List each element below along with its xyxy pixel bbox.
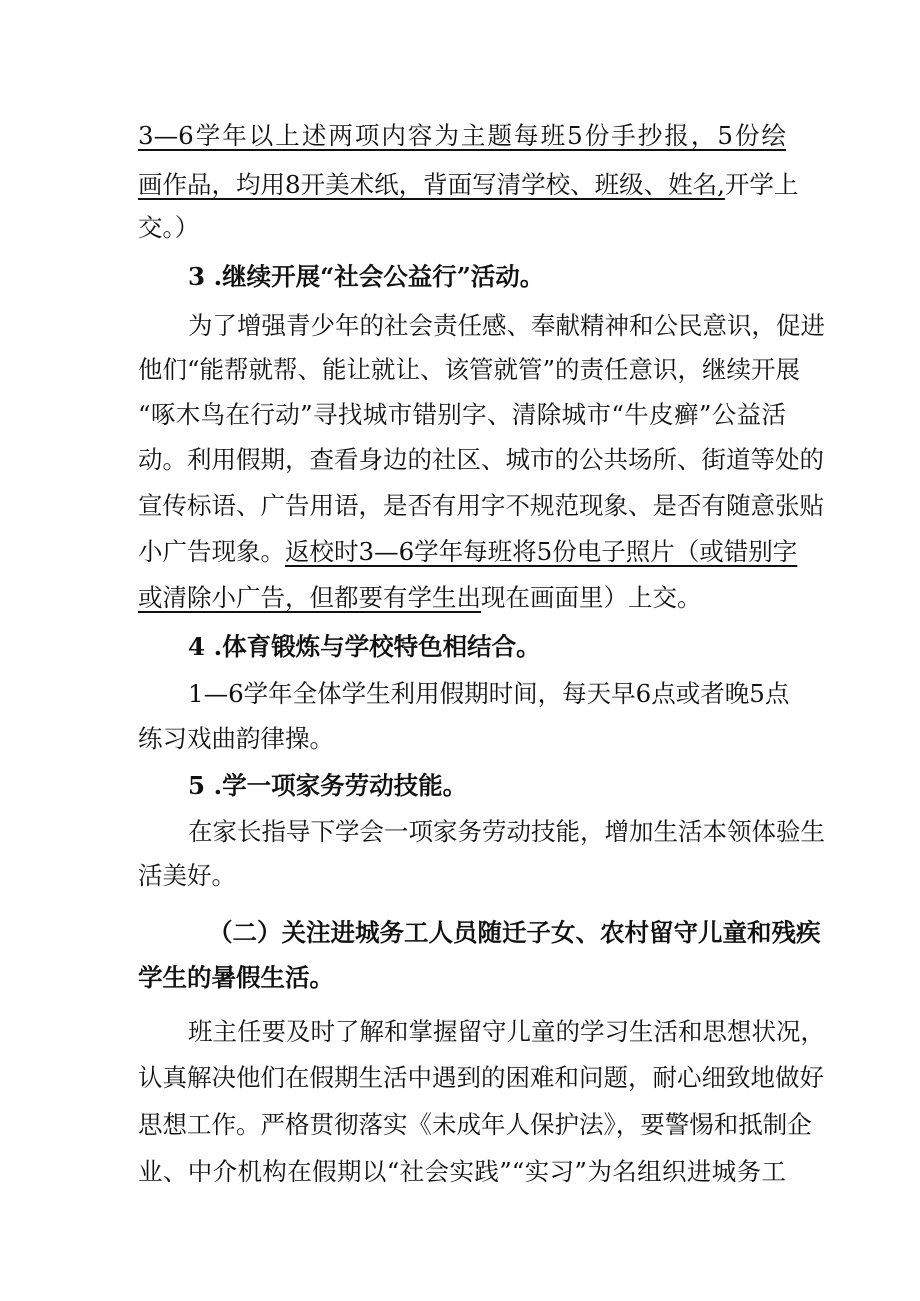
paragraph-line (138, 1105, 812, 1145)
text-run: 学生的暑假生活。 (138, 963, 334, 992)
paragraph-line (138, 395, 786, 435)
text-run: 3—6学年以上述两项内容为主题每班5份手抄报，5份绘 (138, 121, 786, 150)
text-run: 动。利用假期，查看身边的社区、城市的公共场所、街道等处的 (138, 445, 824, 474)
text-run: “啄木鸟在行动”寻找城市错别字、清除城市“牛皮癣”公益活 (138, 400, 786, 429)
text-run: 他们“能帮就帮、能让就让、该管就管”的责任意识，继续开展 (138, 355, 801, 384)
text-run: 1—6学年全体学生利用假期时间，每天早6点或者晚5点 (188, 679, 790, 708)
text-run: 5 .学一项家务劳动技能。 (188, 771, 468, 800)
paragraph-line (138, 1058, 824, 1098)
text-run: 4 .体育锻炼与学校特色相结合。 (188, 632, 541, 661)
text-run: （二）关注进城务工人员随迁子女、农村留守儿童和残疾 (208, 918, 821, 947)
text-run: 认真解决他们在假期生活中遇到的困难和问题，耐心细致地做好 (138, 1063, 824, 1092)
text-run: 小广告现象。 (138, 537, 285, 566)
paragraph-line (138, 719, 786, 759)
text-run: 画作品，均用8开美术纸，背面写清学校、班级、姓名, (138, 170, 725, 199)
section-heading (188, 627, 786, 667)
paragraph-line (188, 1012, 825, 1052)
text-run: 班主任要及时了解和掌握留守儿童的学习生活和思想状况， (188, 1017, 825, 1046)
text-run: 活美好。 (138, 861, 236, 890)
text-run: 业、中介机构在假期以“社会实践”“实习”为名组织进城务工 (138, 1157, 786, 1186)
section-heading (208, 913, 821, 953)
section-heading (138, 958, 786, 998)
section-heading (188, 257, 786, 297)
section-heading (188, 766, 786, 806)
paragraph-line (138, 165, 799, 205)
text-run: 思想工作。严格贯彻落实《未成年人保护法》，要警惕和抵制企 (138, 1110, 812, 1139)
paragraph-line (138, 440, 824, 480)
paragraph-line (188, 306, 825, 346)
paragraph-line (138, 532, 798, 572)
text-run: 在家长指导下学会一项家务劳动技能，增加生活本领体验生 (188, 817, 825, 846)
paragraph-line (138, 350, 801, 390)
paragraph-line (138, 116, 786, 156)
text-run: 或清除小广告，但都要有学生出 (138, 583, 481, 612)
paragraph-line (138, 578, 786, 618)
paragraph-line (188, 812, 825, 852)
text-run: 开学上 (724, 170, 799, 199)
paragraph-line (188, 674, 790, 714)
text-run: 练习戏曲韵律操。 (138, 724, 334, 753)
text-run: 为了增强青少年的社会责任感、奉献精神和公民意识，促进 (188, 311, 825, 340)
text-run: 3 .继续开展“社会公益行”活动。 (188, 262, 545, 291)
text-run: 交。） (138, 213, 200, 242)
paragraph-line (138, 486, 824, 526)
paragraph-line (138, 208, 786, 248)
text-run: 宣传标语、广告用语，是否有用字不规范现象、是否有随意张贴 (138, 491, 824, 520)
text-run: 现在画面里）上交。 (481, 583, 702, 612)
paragraph-line (138, 1152, 786, 1192)
text-run: 返校时3—6学年每班将5份电子照片（或错别字 (285, 537, 798, 566)
paragraph-line (138, 856, 786, 896)
